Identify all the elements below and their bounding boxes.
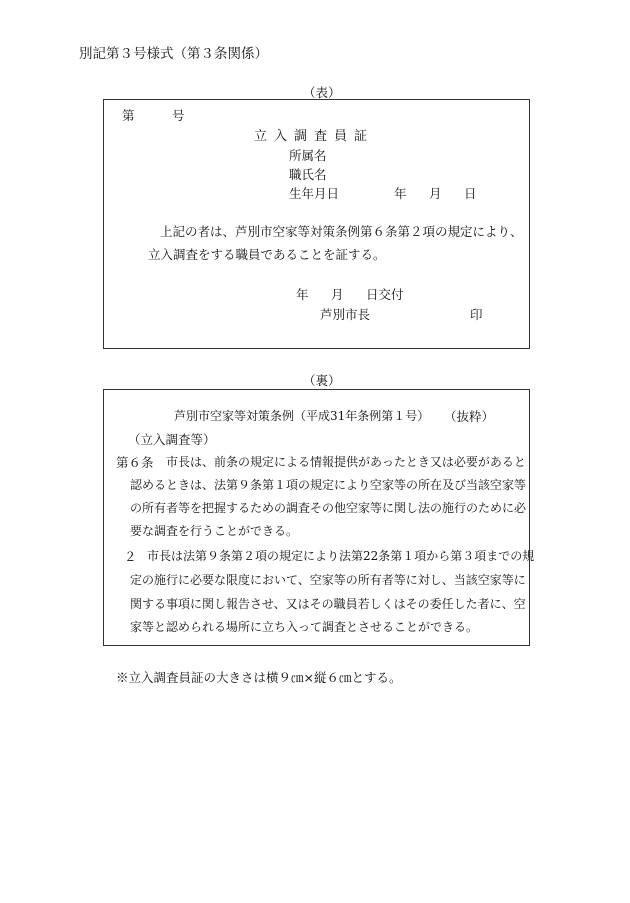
front-side-label: （表）	[303, 85, 341, 100]
paragraph-2-line-2: 定の施行に必要な限度において、空家等の所有者等に対し、当該空家等に	[130, 573, 526, 587]
footnote: ※立入調査員証の大きさは横９㎝×縦６㎝とする。	[116, 670, 402, 685]
card-number-suffix: 号	[172, 108, 185, 123]
ordinance-title: 芦別市空家等対策条例（平成31年条例第１号）	[174, 409, 430, 423]
dob-day: 日	[464, 186, 477, 201]
back-side-label: （裏）	[303, 373, 341, 388]
article-6-label: 第６条	[116, 455, 154, 470]
dob-year: 年	[394, 186, 407, 201]
position-name-label: 職氏名	[289, 167, 327, 182]
article-6-line-4: 要な調査を行うことができる。	[130, 524, 299, 538]
certification-line-2: 立入調査をする職員であることを証する。	[148, 247, 386, 262]
mayor-label: 芦別市長	[320, 307, 371, 322]
form-header: 別記第３号様式（第３条関係）	[79, 46, 268, 62]
card-number-prefix: 第	[122, 108, 135, 123]
article-6-line-1: 市長は、前条の規定による情報提供があったとき又は必要があると	[166, 455, 526, 469]
section-heading: （立入調査等）	[128, 432, 216, 447]
issue-day-delivered: 日交付	[366, 287, 404, 302]
issue-year: 年	[296, 287, 309, 302]
article-6-line-3: の所有者等を把握するための調査その他空家等に関し法の施行のために必	[130, 501, 527, 515]
article-6-line-2: 認めるときは、法第９条第１項の規定により空家等の所在及び当該空家等	[130, 478, 527, 492]
paragraph-2-label: ２	[124, 549, 137, 564]
seal-label: 印	[470, 307, 483, 322]
dob-month: 月	[429, 186, 442, 201]
paragraph-2-line-3: 関する事項に関し報告させ、又はその職員若しくはその委任した者に、空	[130, 597, 526, 611]
certification-line-1: 上記の者は、芦別市空家等対策条例第６条第２項の規定により、	[160, 224, 523, 239]
paragraph-2-line-1: 市長は法第９条第２項の規定により法第22条第１項から第３項までの規	[147, 549, 535, 563]
issue-month: 月	[331, 287, 344, 302]
affiliation-label: 所属名	[289, 148, 327, 163]
card-title: 立入調査員証	[254, 129, 375, 144]
dob-label: 生年月日	[289, 186, 340, 201]
paragraph-2-line-4: 家等と認められる場所に立ち入って調査とさせることができる。	[130, 620, 479, 634]
excerpt-label: （抜粋）	[444, 409, 495, 424]
